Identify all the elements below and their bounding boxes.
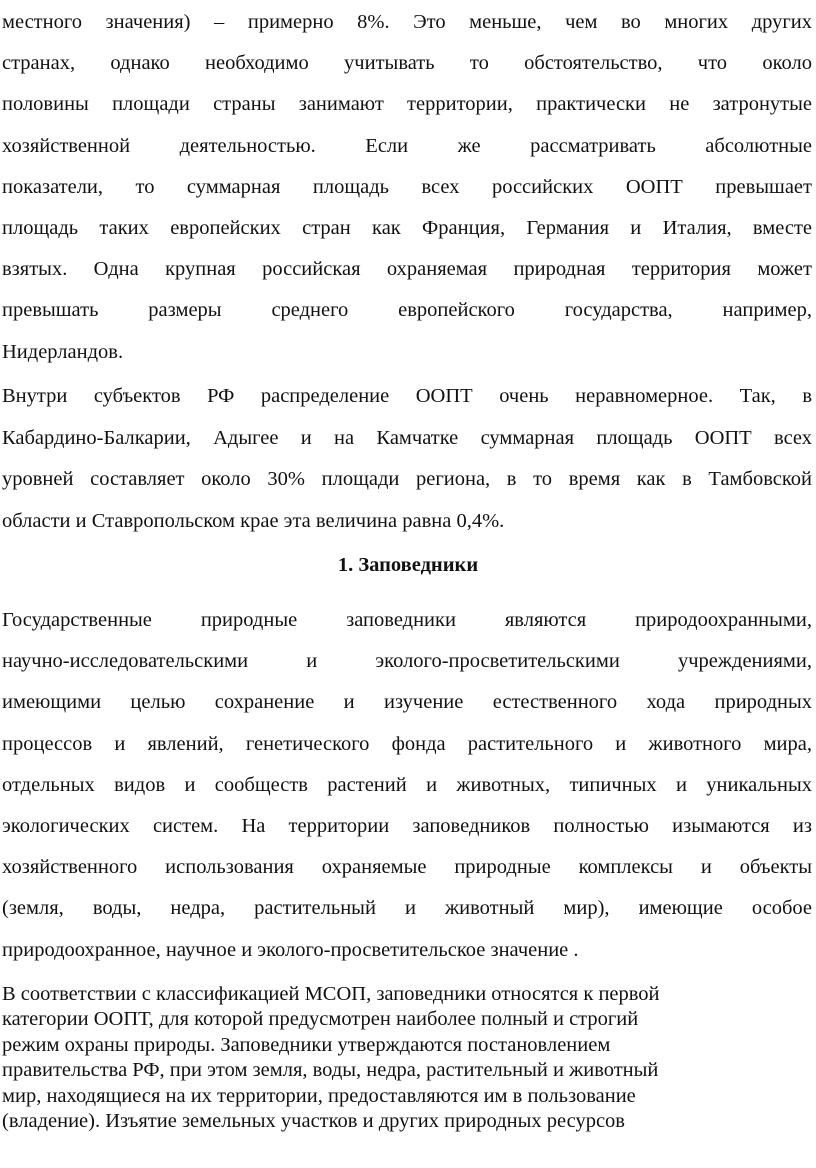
text-line: процессов и явлений, генетического фонда растительного и животного мира,	[2, 732, 812, 755]
paragraph-regional-distribution	[2, 376, 812, 542]
text-line: экологических систем. На территории заповедников полностью изымаются из	[2, 815, 812, 838]
text-line: режим охраны природы. Заповедники утверждаются постановлением	[2, 1033, 611, 1056]
text-line: Государственные природные заповедники являются природоохранными,	[2, 609, 812, 631]
text-line: Нидерландов.	[2, 340, 124, 363]
text-line: категории ООПТ, для которой предусмотрен наиболее полный и строгий	[2, 1008, 639, 1031]
text-line: имеющими целью сохранение и изучение естественного хода природных	[2, 691, 812, 714]
text-line: (владение). Изъятие земельных участков и других природных ресурсов	[2, 1110, 625, 1133]
text-line: странах, однако необходимо учитывать то обстоятельство, что около	[2, 52, 812, 75]
text-line: мир, находящиеся на их территории, предоставляются им в пользование	[2, 1084, 636, 1107]
paragraph-iucn-classification	[2, 982, 812, 1134]
text-line: хозяйственного использования охраняемые природные комплексы и объекты	[2, 856, 812, 879]
text-line: правительства РФ, при этом земля, воды, недра, растительный и животный	[2, 1059, 659, 1082]
section-heading: 1. Заповедники	[337, 554, 479, 576]
text-line: взятых. Одна крупная российская охраняемая природная территория может	[2, 258, 812, 281]
text-line: (земля, воды, недра, растительный и животный мир), имеющие особое	[2, 897, 812, 920]
text-line: превышать размеры среднего европейского государства, например,	[2, 299, 812, 322]
text-line: отдельных видов и сообществ растений и животных, типичных и уникальных	[2, 773, 812, 796]
text-line: природоохранное, научное и эколого-просветительское значение .	[2, 938, 579, 961]
text-line: Кабардино-Балкарии, Адыгее и на Камчатке суммарная площадь ООПТ всех	[2, 426, 812, 449]
paragraph-zapovedniki-definition	[2, 600, 812, 971]
text-line: площадь таких европейских стран как Франция, Германия и Италия, вместе	[2, 217, 812, 240]
text-line: научно-исследовательскими и эколого-просветительскими учреждениями,	[2, 650, 812, 673]
text-line: В соответствии с классификацией МСОП, заповедники относятся к первой	[2, 983, 660, 1005]
paragraph-oopt-area	[2, 2, 812, 373]
text-line: уровней составляет около 30% площади региона, в то время как в Тамбовской	[2, 468, 812, 490]
text-line: показатели, то суммарная площадь всех российских ООПТ превышает	[2, 175, 812, 198]
text-line: хозяйственной деятельностью. Если же рассматривать абсолютные	[2, 134, 812, 157]
text-line: области и Ставропольском крае эта величина равна 0,4%.	[2, 509, 505, 532]
text-line: местного значения) – примерно 8%. Это меньше, чем во многих других	[2, 11, 812, 33]
text-line: половины площади страны занимают территории, практически не затронутые	[2, 93, 812, 116]
text-line: Внутри субъектов РФ распределение ООПТ очень неравномерное. Так, в	[2, 385, 812, 407]
